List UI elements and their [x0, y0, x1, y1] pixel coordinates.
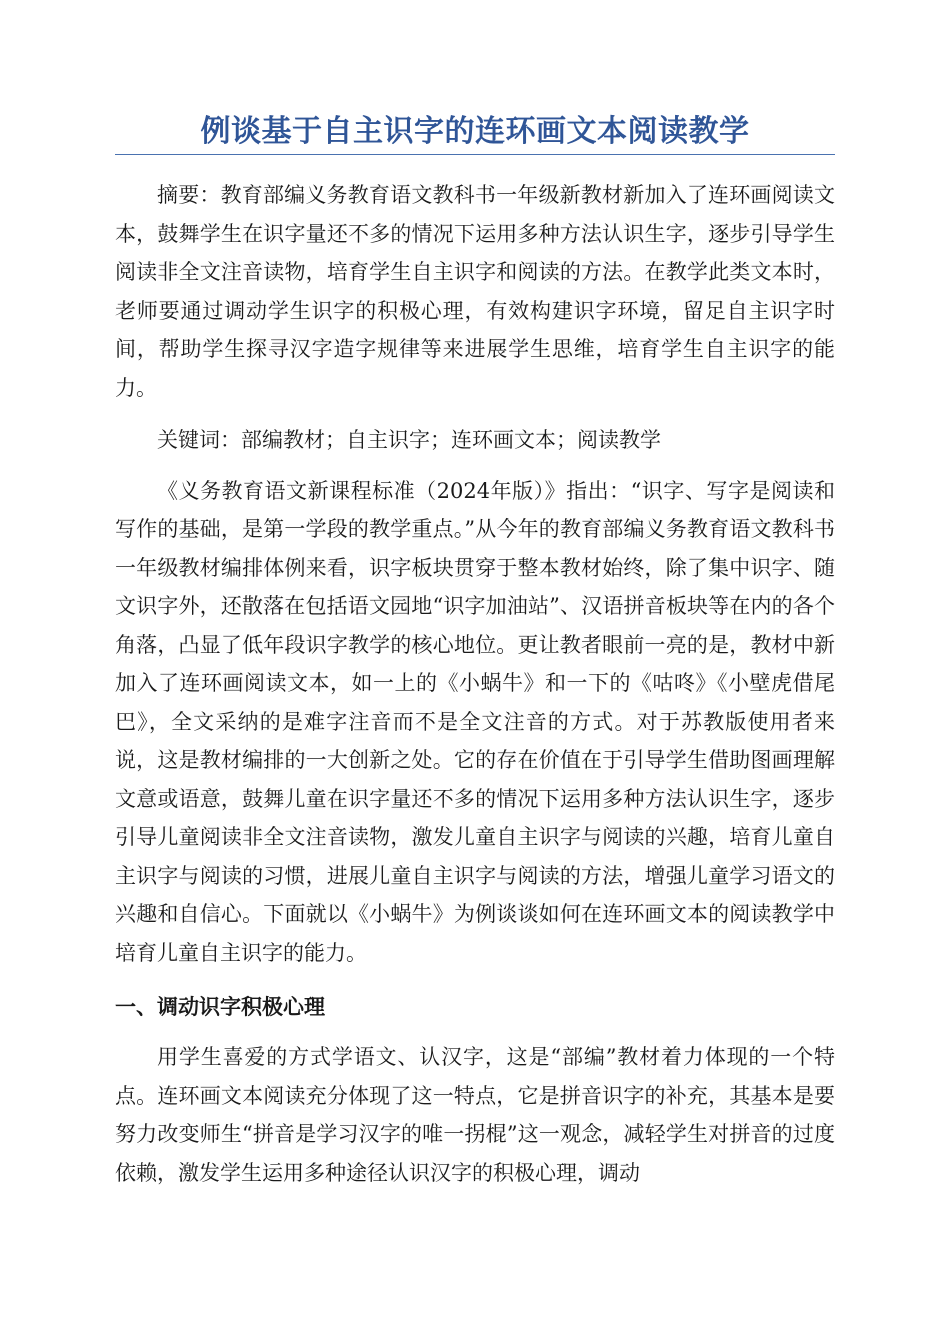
document-page: [115, 112, 835, 1192]
intro-paragraph: 《义务教育语文新课程标准（2024年版）》指出：“识字、写字是阅读和写作的基础，是第一学段的教学重点。”从今年的教育部编义务教育语文教科书一年级教材编排体例来看，识字板块贯穿于整本教材始终，除了集中识字、随文识字外，还散落在包括语文园地“识字加油站”、汉语拼音板块等在内的各个角落，凸显了低年段识字教学的核心地位。更让教者眼前一亮的是，教材中新加入了连环画阅读文本，如一上的《小蜗牛》和一下的《咕咚》《小壁虎借尾巴》，全文采纳的是难字注音而不是全文注音的方式。对于苏教版使用者来说，这是教材编排的一大创新之处。它的存在价值在于引导学生借助图画理解文意或语意，鼓舞儿童在识字量还不多的情况下运用多种方法认识生字，逐步引导儿童阅读非全文注音读物，激发儿童自主识字与阅读的兴趣，培育儿童自主识字与阅读的习惯，进展儿童自主识字与阅读的方法，增强儿童学习语文的兴趣和自信心。下面就以《小蜗牛》为例谈谈如何在连环画文本的阅读教学中培育儿童自主识字的能力。: [115, 478, 835, 965]
document-title: 例谈基于自主识字的连环画文本阅读教学: [115, 112, 835, 155]
abstract-paragraph: 摘要：教育部编义务教育语文教科书一年级新教材新加入了连环画阅读文本，鼓舞学生在识字量还不多的情况下运用多种方法认识生字，逐步引导学生阅读非全文注音读物，培育学生自主识字和阅读的方法。在教学此类文本时，老师要通过调动学生识字的积极心理，有效构建识字环境，留足自主识字时间，帮助学生探寻汉字造字规律等来进展学生思维，培育学生自主识字的能力。: [115, 183, 835, 400]
section-1-paragraph: 用学生喜爱的方式学语文、认汉字，这是“部编”教材着力体现的一个特点。连环画文本阅读充分体现了这一特点，它是拼音识字的补充，其基本是要努力改变师生“拼音是学习汉字的唯一拐棍”这一观念，减轻学生对拼音的过度依赖，激发学生运用多种途径认识汉字的积极心理，调动: [115, 1045, 835, 1185]
section-heading-1: 一、调动识字积极心理: [115, 995, 325, 1019]
keywords-paragraph: 关键词：部编教材；自主识字；连环画文本；阅读教学: [157, 428, 661, 452]
